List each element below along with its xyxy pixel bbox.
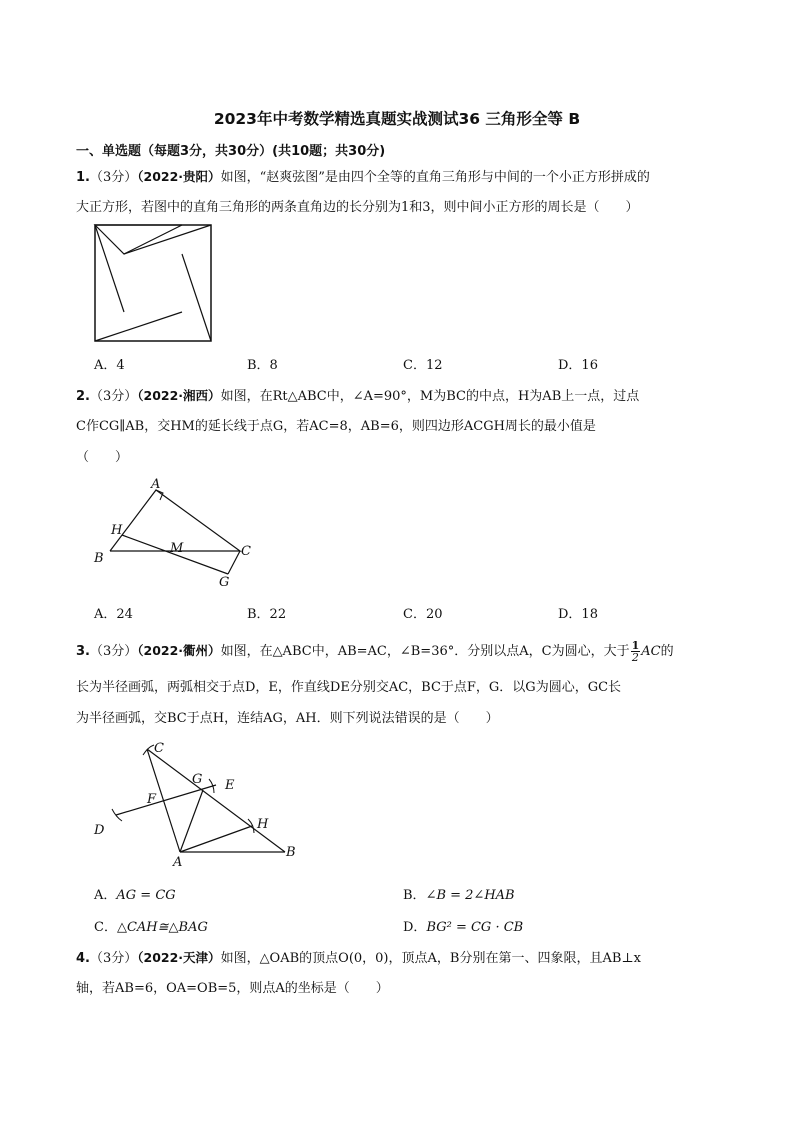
label-g: G	[219, 575, 230, 590]
question-score: （3分）	[89, 644, 138, 659]
question-1-option-c[interactable]: C．12	[403, 358, 443, 373]
question-3-line-1: 3.（3分）（2022·衢州）如图，在△ABC中，AB=AC，∠B=36°．分别以点A，C为圆心，大于 $\frac{1}{2}$ AC的	[76, 639, 674, 664]
question-number: 4.	[76, 951, 90, 966]
question-number: 2.	[76, 389, 90, 404]
question-4-line-1	[76, 947, 641, 966]
label-h: H	[111, 523, 123, 538]
question-2-line-3: （ ）	[76, 450, 129, 465]
label-b: B	[286, 845, 296, 860]
question-score: （3分）	[89, 170, 138, 185]
label-a: A	[173, 855, 183, 870]
question-source: （2022·衢州）	[137, 643, 221, 658]
question-text: 如图，△OAB的顶点O(0，0)，顶点A，B分别在第一、四象限，且AB⊥x	[220, 951, 641, 966]
question-source: （2022·贵阳）	[137, 169, 221, 184]
question-3-option-d[interactable]: D．BG² = CG · CB	[403, 920, 524, 935]
question-2-option-b[interactable]: B．22	[247, 607, 287, 622]
question-number: 1.	[76, 170, 90, 185]
label-a: A	[151, 477, 161, 492]
question-2-option-a[interactable]: A．24	[94, 607, 133, 622]
label-f: F	[147, 792, 157, 807]
label-e: E	[225, 778, 235, 793]
question-1-option-b[interactable]: B．8	[247, 358, 278, 373]
question-2-line-2: C作CG∥AB，交HM的延长线于点G，若AC=8，AB=6，则四边形ACGH周长的最小值是	[76, 419, 596, 434]
question-3-option-b[interactable]: B．∠B = 2∠HAB	[403, 888, 515, 903]
question-2-line-1	[76, 385, 639, 404]
question-4-line-2: 轴，若AB=6，OA=OB=5，则点A的坐标是（ ）	[76, 981, 389, 996]
question-text: 如图，在Rt△ABC中，∠A=90°，M为BC的中点，H为AB上一点，过点	[220, 389, 640, 404]
question-text: 如图，在△ABC中，AB=AC，∠B=36°．分别以点A，C为圆心，大于	[220, 644, 630, 659]
triangle-construction-figure	[88, 735, 303, 870]
question-score: （3分）	[89, 951, 138, 966]
question-text: 如图，“赵爽弦图”是由四个全等的直角三角形与中间的一个小正方形拼成的	[220, 170, 650, 185]
question-source: （2022·湘西）	[137, 388, 221, 403]
fraction-one-half: $\frac{1}{2}$	[631, 639, 640, 664]
label-c: C	[241, 544, 251, 559]
label-d: D	[94, 823, 105, 838]
question-2-option-d[interactable]: D．18	[558, 607, 598, 622]
label-g: G	[192, 772, 203, 787]
label-c: C	[154, 741, 164, 756]
question-3-option-c[interactable]: C．△CAH≅△BAG	[94, 920, 208, 935]
question-2-option-c[interactable]: C．20	[403, 607, 443, 622]
section-heading: 一、单选题（每题3分，共30分）(共10题；共30分)	[76, 144, 386, 159]
question-source: （2022·天津）	[137, 950, 221, 965]
question-1-line-1	[76, 166, 650, 185]
label-h: H	[257, 817, 269, 832]
question-3-line-3: 为半径画弧，交BC于点H，连结AG，AH．则下列说法错误的是（ ）	[76, 711, 499, 726]
triangle-abc-figure	[88, 474, 263, 592]
label-b: B	[94, 551, 104, 566]
zhao-shuang-figure	[93, 223, 215, 345]
question-1-option-d[interactable]: D．16	[558, 358, 598, 373]
question-score: （3分）	[89, 389, 138, 404]
question-1-option-a[interactable]: A．4	[94, 358, 125, 373]
label-m: M	[170, 541, 184, 556]
page-title: 2023年中考数学精选真题实战测试36 三角形全等 B	[213, 110, 581, 128]
question-3-option-a[interactable]: A．AG = CG	[94, 888, 176, 903]
question-number: 3.	[76, 644, 90, 659]
question-3-line-2: 长为半径画弧，两弧相交于点D，E，作直线DE分别交AC，BC于点F，G．以G为圆心，GC长	[76, 680, 622, 695]
question-1-line-2: 大正方形，若图中的直角三角形的两条直角边的长分别为1和3，则中间小正方形的周长是（ ）	[76, 200, 639, 215]
